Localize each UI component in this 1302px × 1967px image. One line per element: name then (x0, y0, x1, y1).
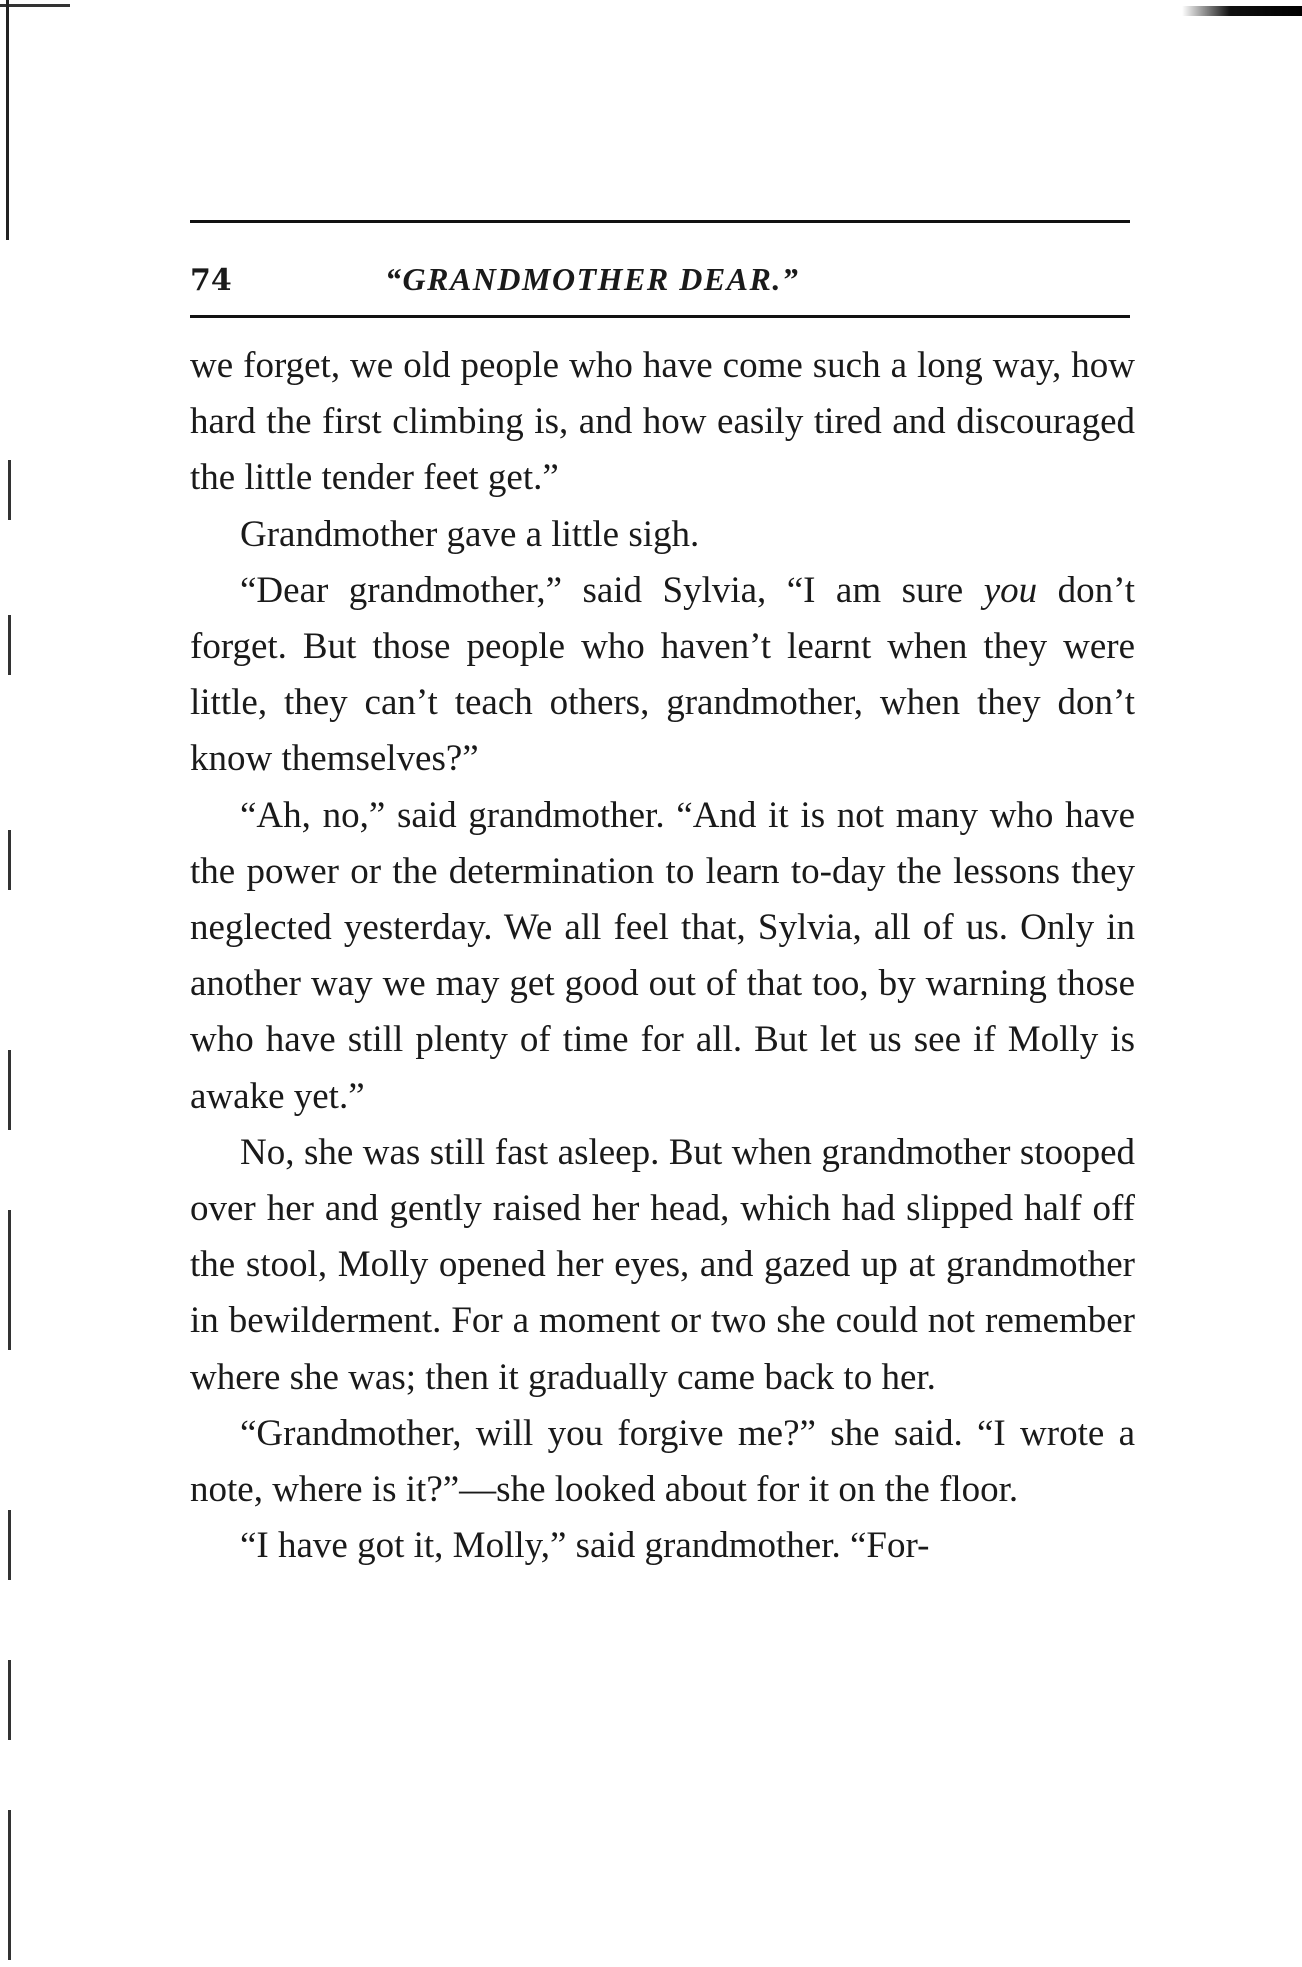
margin-mark (8, 615, 11, 675)
running-title: “GRANDMOTHER DEAR.” (385, 261, 800, 297)
page-number: 74 (190, 263, 232, 298)
paragraph: “I have got it, Molly,” said grandmother. “For- (240, 1525, 930, 1567)
body-text (190, 338, 1135, 1574)
margin-mark (8, 1210, 11, 1350)
margin-mark (8, 1660, 11, 1740)
book-page (190, 220, 1135, 1574)
paragraph: “Dear grandmother,” said Sylvia, “I am sure you don’t forget. But those people who haven’t learnt when they were little, they can’t teach others, grandmother, when they don’t know themselves?” (190, 569, 1136, 780)
margin-mark (8, 1810, 11, 1960)
margin-mark (8, 1510, 11, 1580)
emphasis: you (983, 569, 1038, 611)
scan-edge-left (6, 0, 9, 240)
paragraph: we forget, we old people who have come such a long way, how hard the first climbing is, and how easily tired and discouraged the little tender feet get.” (190, 345, 1135, 499)
paragraph: “Ah, no,” said grandmother. “And it is not many who have the power or the determination to learn to-day the lessons they neglected yesterday. We all feel that, Sylvia, all of us. Only in another way we may get good out of that too, by warning those who have still plenty of time for all. But let us see if Molly is awake yet.” (190, 794, 1135, 1117)
header-rule-bottom (190, 315, 1130, 318)
paragraph: No, she was still fast asleep. But when grandmother stooped over her and gently raised her head, which had slipped half off the stool, Molly opened her eyes, and gazed up at grandmother in bewilderment. For a moment or two she could not remember where she was; then it gradually came back to her. (190, 1131, 1135, 1398)
margin-mark (8, 1050, 11, 1130)
margin-mark (8, 460, 11, 520)
paragraph: “Grandmother, will you forgive me?” she said. “I wrote a note, where is it?”—she looked about for it on the floor. (190, 1412, 1135, 1511)
page-header (190, 223, 1135, 298)
scan-edge-topright (1182, 6, 1302, 16)
margin-mark (8, 830, 11, 890)
paragraph: Grandmother gave a little sigh. (240, 513, 700, 555)
scan-edge-top (0, 4, 70, 7)
